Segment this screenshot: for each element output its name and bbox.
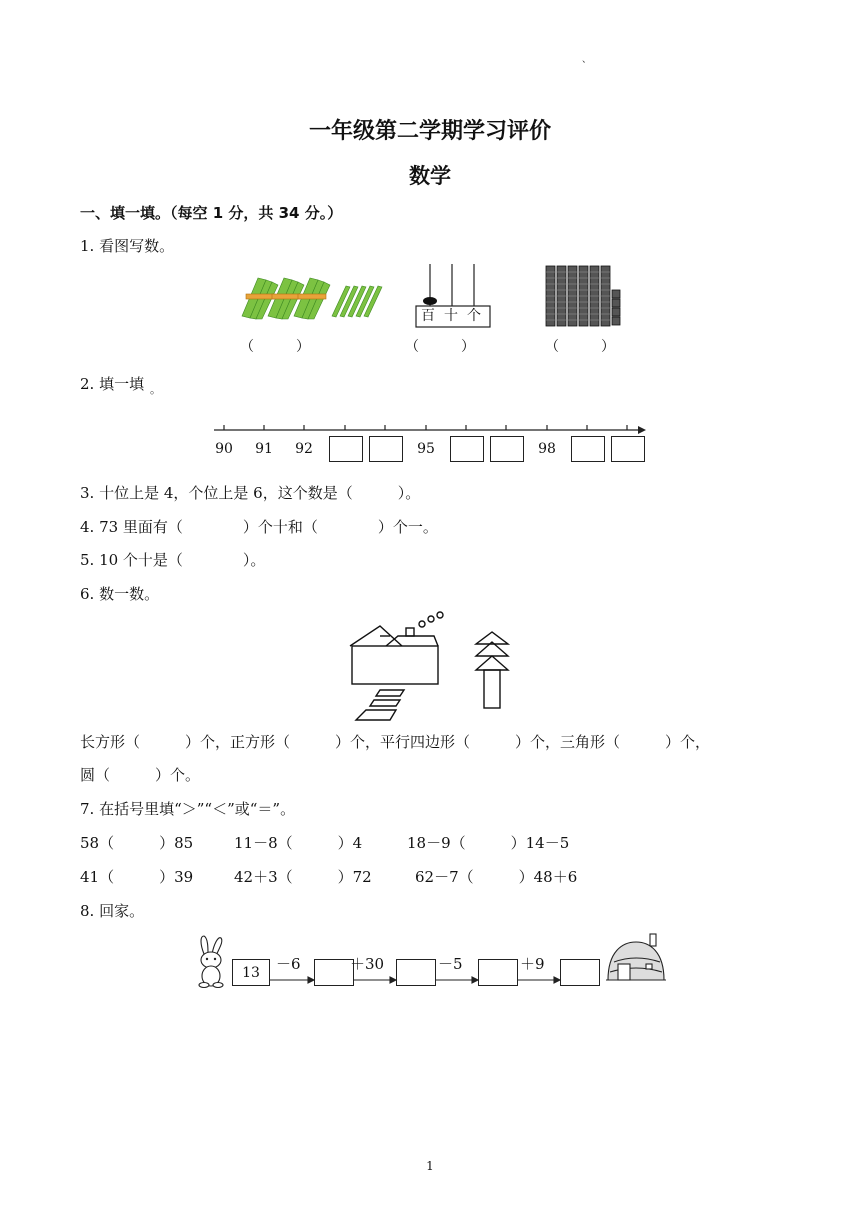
section-heading: 一、填一填。（每空 1 分，共 34 分。） [80,204,343,222]
number-line-box-93[interactable] [329,436,363,462]
question-8: 8. 回家。 [80,902,145,920]
question-6: 6. 数一数。 [80,585,160,603]
question-7: 7. 在括号里填“＞”“＜”或“＝”。 [80,800,296,818]
chain-box-1[interactable] [314,959,354,986]
question-6-line-1: 长方形（ ）个，正方形（ ）个，平行四边形（ ）个，三角形（ ）个， [80,733,711,751]
header-dot: 、 [582,55,592,65]
question-3: 3. 十位上是 4，个位上是 6，这个数是（ ）。 [80,484,421,502]
abacus-label-ones: 个 [467,308,481,324]
chain-box-2[interactable] [396,959,436,986]
page-number: 1 [426,1159,434,1173]
answer-blank-2[interactable]: （ ） [405,339,475,355]
subject-title: 数学 [409,164,451,188]
chain-op-2: ＋30 [350,955,385,973]
rabbit-icon [194,934,228,988]
number-line-box-96[interactable] [450,436,484,462]
abacus-label-hundreds: 百 [421,308,435,324]
number-line-box-94[interactable] [369,436,403,462]
question-5: 5. 10 个十是（ ）。 [80,551,266,569]
stick-bundles-figure [240,272,390,322]
chain-start-value: 13 [242,965,260,981]
compare-3: 18－9（ ）14－5 [407,834,570,852]
chain-op-3: －5 [438,955,463,973]
answer-blank-3[interactable]: （ ） [545,339,615,355]
page-title: 一年级第二学期学习评价 [308,119,551,144]
chain-op-1: －6 [276,955,301,973]
question-2-mark: 。 [150,383,161,396]
chain-op-4: ＋9 [520,955,545,973]
compare-4: 41（ ）39 [80,868,194,886]
question-2: 2. 填一填 [80,375,145,393]
number-line-label-92: 92 [295,441,313,457]
compare-5: 42＋3（ ）72 [234,868,372,886]
question-1: 1. 看图写数。 [80,237,175,255]
chain-box-3[interactable] [478,959,518,986]
abacus-label-tens: 十 [444,308,458,324]
compare-1: 58（ ）85 [80,834,194,852]
number-line-label-90: 90 [215,441,233,457]
number-line-label-98: 98 [538,441,556,457]
question-4: 4. 73 里面有（ ）个十和（ ）个一。 [80,518,438,536]
number-line-box-97[interactable] [490,436,524,462]
base-ten-blocks-figure [544,264,634,328]
chain-box-4[interactable] [560,959,600,986]
number-line-label-95: 95 [417,441,435,457]
question-6-line-2: 圆（ ）个。 [80,766,201,784]
number-line-box-99[interactable] [571,436,605,462]
number-line-label-91: 91 [255,441,273,457]
compare-2: 11－8（ ）4 [234,834,363,852]
compare-6: 62－7（ ）48＋6 [415,868,578,886]
answer-blank-1[interactable]: （ ） [240,339,310,355]
shapes-house-figure [346,612,516,724]
number-line-box-100[interactable] [611,436,645,462]
home-yurt-icon [604,932,668,986]
